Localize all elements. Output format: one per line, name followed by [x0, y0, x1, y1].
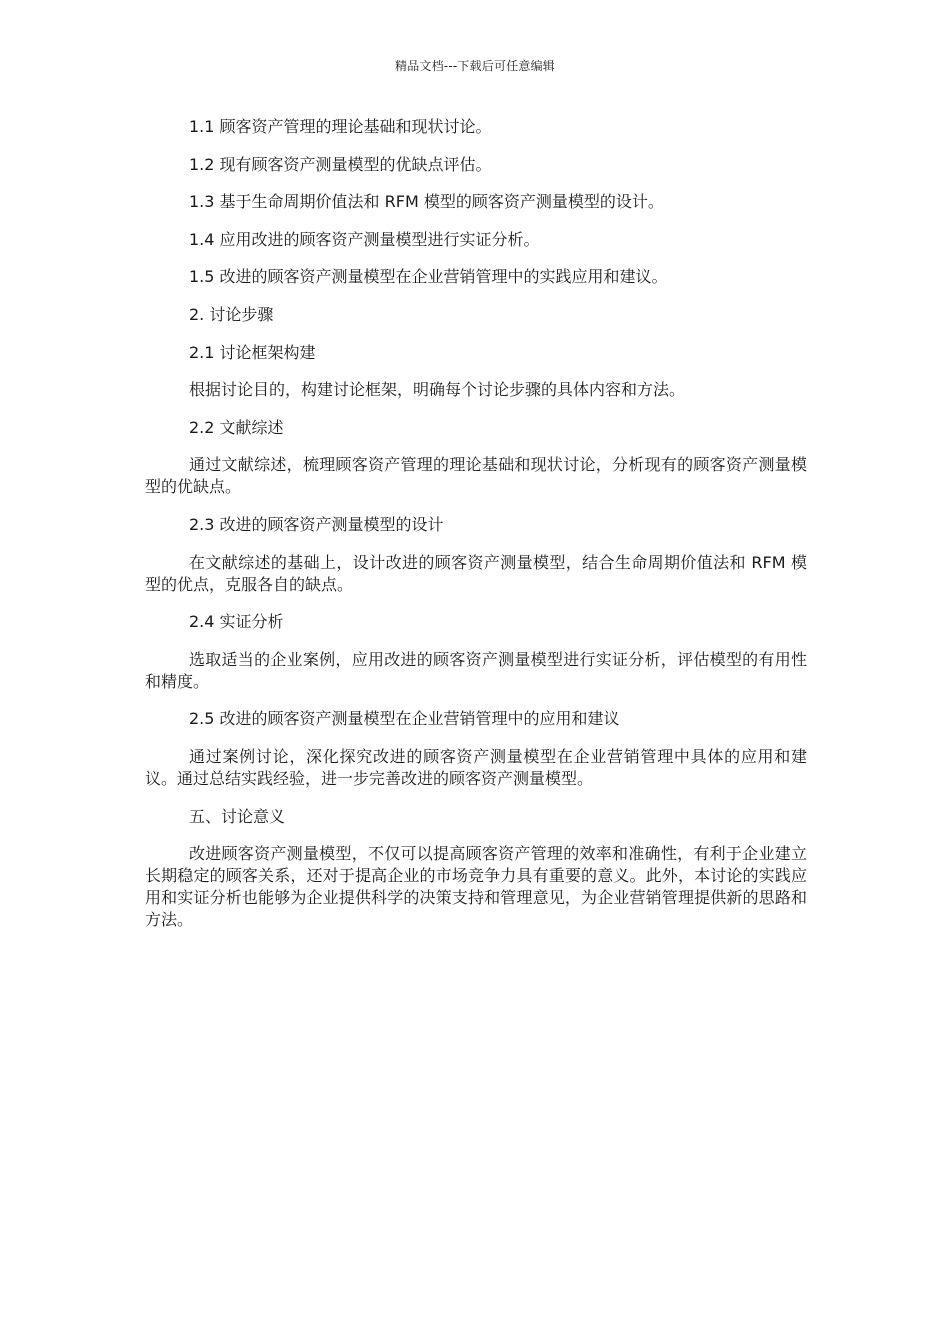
outline-item-1-4: 1.4 应用改进的顾客资产测量模型进行实证分析。	[189, 229, 540, 249]
paragraph-2-3: 在文献综述的基础上，设计改进的顾客资产测量模型，结合生命周期价值法和 RFM 模型的优点，克服各自的缺点。	[145, 552, 807, 594]
section-heading-2: 2. 讨论步骤	[189, 304, 274, 324]
document-body	[145, 116, 807, 947]
subheading-2-4: 2.4 实证分析	[189, 612, 284, 632]
subheading-2-1: 2.1 讨论框架构建	[189, 342, 316, 362]
paragraph-2-4: 选取适当的企业案例，应用改进的顾客资产测量模型进行实证分析，评估模型的有用性和精度。	[145, 649, 807, 691]
page-header: 精品文档---下载后可任意编辑	[395, 59, 555, 73]
paragraph-2-1: 根据讨论目的，构建讨论框架，明确每个讨论步骤的具体内容和方法。	[189, 380, 686, 400]
subheading-2-5: 2.5 改进的顾客资产测量模型在企业营销管理中的应用和建议	[189, 709, 620, 729]
outline-item-1-2: 1.2 现有顾客资产测量模型的优缺点评估。	[189, 154, 492, 174]
outline-item-1-5: 1.5 改进的顾客资产测量模型在企业营销管理中的实践应用和建议。	[189, 267, 668, 287]
outline-item-1-1: 1.1 顾客资产管理的理论基础和现状讨论。	[189, 117, 492, 136]
paragraph-2-5: 通过案例讨论，深化探究改进的顾客资产测量模型在企业营销管理中具体的应用和建议。通过总结实践经验，进一步完善改进的顾客资产测量模型。	[145, 746, 807, 788]
paragraph-significance: 改进顾客资产测量模型，不仅可以提高顾客资产管理的效率和准确性，有利于企业建立长期稳定的顾客关系，还对于提高企业的市场竞争力具有重要的意义。此外，本讨论的实践应用和实证分析也能够为企业提供科学的决策支持和管理意见，为企业营销管理提供新的思路和方法。	[145, 844, 807, 930]
subheading-2-2: 2.2 文献综述	[189, 417, 284, 437]
paragraph-2-2: 通过文献综述，梳理顾客资产管理的理论基础和现状讨论，分析现有的顾客资产测量模型的优缺点。	[145, 455, 807, 497]
section-heading-5: 五、讨论意义	[189, 806, 286, 826]
outline-item-1-3: 1.3 基于生命周期价值法和 RFM 模型的顾客资产测量模型的设计。	[189, 192, 664, 212]
subheading-2-3: 2.3 改进的顾客资产测量模型的设计	[189, 514, 444, 534]
